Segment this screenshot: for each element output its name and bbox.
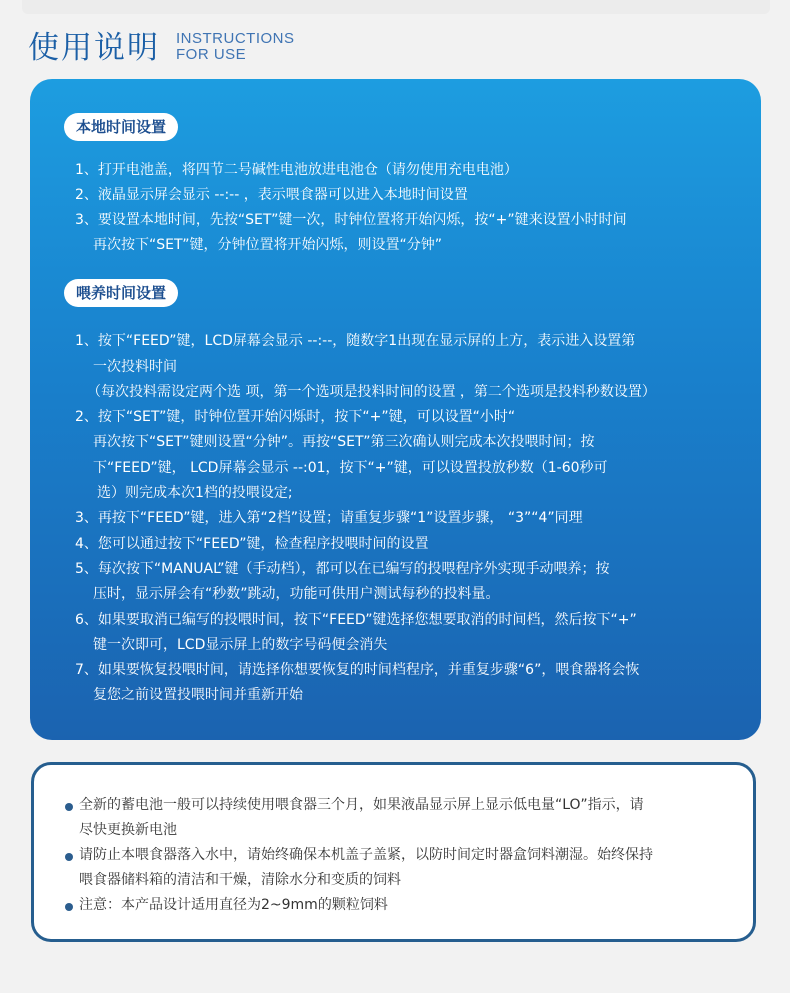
instruction-line: （每次投料需设定两个选 项，第一个选项是投料时间的设置 ，第二个选项是投料秒数设置）	[87, 384, 656, 400]
page-subtitle	[176, 31, 295, 63]
instruction-line: 6、如果要取消已编写的投喂时间，按下“FEED”键选择您想要取消的时间档，然后按下“+”	[75, 612, 637, 628]
instruction-line: 5、每次按下“MANUAL”键（手动档），都可以在已编写的投喂程序外实现手动喂养；按	[75, 561, 610, 577]
instruction-line: 一次投料时间	[93, 359, 177, 375]
bullet-icon	[65, 853, 73, 861]
instruction-line: 再次按下“SET”键则设置“分钟”。再按“SET”第三次确认则完成本次投喂时间；按	[93, 434, 595, 450]
instruction-line: 2、液晶显示屏会显示 --:-- ，表示喂食器可以进入本地时间设置	[75, 187, 468, 203]
page-title: 使用说明	[28, 30, 160, 66]
section-badge-local-time: 本地时间设置	[64, 113, 178, 141]
instruction-line: 选）则完成本次1档的投喂设定;	[97, 485, 293, 501]
note-line: 喂食器储料箱的清洁和干燥，清除水分和变质的饲料	[79, 872, 401, 888]
instruction-line: 下“FEED”键， LCD屏幕会显示 --:01，按下“+”键，可以设置投放秒数（1-60秒可	[93, 460, 608, 476]
instruction-line: 4、您可以通过按下“FEED”键，检查程序投喂时间的设置	[75, 536, 429, 552]
instruction-line: 3、再按下“FEED”键，进入第“2档”设置；请重复步骤“1”设置步骤， “3”“4”同理	[75, 510, 583, 526]
section-badge-feeding-time: 喂养时间设置	[64, 279, 178, 307]
instruction-line: 复您之前设置投喂时间并重新开始	[93, 687, 303, 703]
top-strip	[22, 0, 770, 14]
instruction-line: 3、要设置本地时间，先按“SET”键一次，时钟位置将开始闪烁，按“+”键来设置小时时间	[75, 212, 627, 228]
instruction-line: 压时，显示屏会有“秒数”跳动，功能可供用户测试每秒的投料量。	[93, 586, 500, 602]
instruction-line: 键一次即可，LCD显示屏上的数字号码便会消失	[93, 637, 388, 653]
bullet-icon	[65, 903, 73, 911]
instruction-line: 7、如果要恢复投喂时间，请选择你想要恢复的时间档程序，并重复步骤“6”，喂食器将会恢	[75, 662, 640, 678]
note-line: 全新的蓄电池一般可以持续使用喂食器三个月，如果液晶显示屏上显示低电量“LO”指示，请	[79, 797, 644, 813]
instruction-line: 1、打开电池盖，将四节二号碱性电池放进电池仓（请勿使用充电电池）	[75, 162, 518, 178]
note-line: 注意：本产品设计适用直径为2~9mm的颗粒饲料	[79, 897, 388, 913]
note-line: 尽快更换新电池	[79, 822, 177, 838]
instruction-line: 2、按下“SET”键，时钟位置开始闪烁时，按下“+”键，可以设置“小时“	[75, 409, 516, 425]
instruction-line: 再次按下“SET”键，分钟位置将开始闪烁，则设置“分钟”	[93, 237, 442, 253]
instruction-line: 1、按下“FEED”键，LCD屏幕会显示 --:--，随数字1出现在显示屏的上方，表示进入设置第	[75, 333, 636, 349]
subtitle-line-2: FOR USE	[176, 46, 247, 63]
notes-box	[31, 762, 756, 942]
bullet-icon	[65, 803, 73, 811]
note-line: 请防止本喂食器落入水中，请始终确保本机盖子盖紧，以防时间定时器盒饲料潮湿。始终保持	[79, 847, 653, 863]
subtitle-line-1: INSTRUCTIONS	[176, 30, 295, 47]
instructions-panel	[30, 79, 761, 740]
